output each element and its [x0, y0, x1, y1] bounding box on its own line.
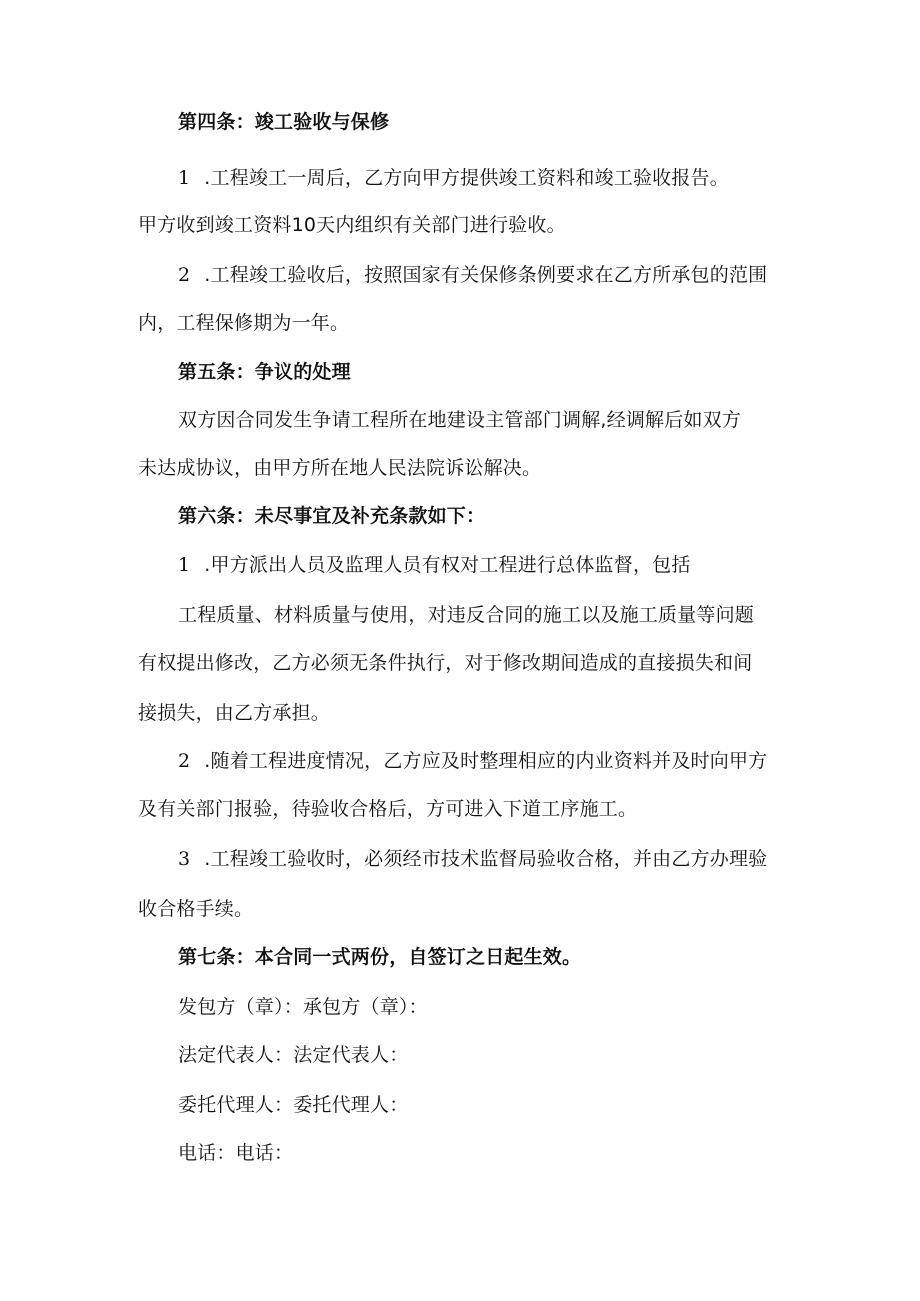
article7-heading: 第七条：本合同一式两份，自签订之日起生效。 [178, 946, 582, 968]
article6-item1-line3: 有权提出修改，乙方必须无条件执行，对于修改期间造成的直接损失和间 [138, 652, 753, 674]
article6-item1-number: 1 [178, 554, 191, 576]
article4-item1-line2: 甲方收到竣工资料10天内组织有关部门进行验收。 [138, 214, 566, 236]
signature-legal-rep: 法定代表人：法定代表人： [178, 1044, 409, 1066]
article6-item3-line2: 收合格手续。 [138, 898, 254, 920]
article4-item1-number: 1 [178, 167, 191, 189]
article4-item1-line1 [178, 166, 729, 190]
article6-item2-number: 2 [178, 750, 191, 772]
article4-item1-text: .工程竣工一周后，乙方向甲方提供竣工资料和竣工验收报告。 [204, 167, 729, 189]
article4-item2-line1 [178, 263, 767, 287]
signature-parties: 发包方（章）：承包方（章）： [178, 996, 428, 1018]
article6-item3-line1 [178, 847, 767, 871]
article6-item3-number: 3 [178, 848, 191, 870]
article6-item3-text: .工程竣工验收时，必须经市技术监督局验收合格，并由乙方办理验 [204, 848, 768, 870]
article4-heading: 第四条：竣工验收与保修 [178, 111, 390, 133]
article4-item2-line2: 内，工程保修期为一年。 [138, 312, 350, 334]
article6-item1-line1 [178, 553, 691, 577]
article6-item2-text: .随着工程进度情况，乙方应及时整理相应的内业资料并及时向甲方 [204, 750, 768, 772]
article6-item2-line2: 及有关部门报验，待验收合格后，方可进入下道工序施工。 [138, 798, 638, 820]
article6-item1-line4: 接损失，由乙方承担。 [138, 702, 331, 724]
article5-heading: 第五条：争议的处理 [178, 361, 351, 383]
article4-item2-number: 2 [178, 264, 191, 286]
signature-phone: 电话：电话： [178, 1142, 294, 1164]
article6-item2-line1 [178, 749, 767, 773]
article5-line1: 双方因合同发生争请工程所在地建设主管部门调解,经调解后如双方 [178, 409, 742, 431]
article4-item2-text: .工程竣工验收后，按照国家有关保修条例要求在乙方所承包的范围 [204, 264, 768, 286]
signature-agent: 委托代理人：委托代理人： [178, 1094, 409, 1116]
article6-item1-text: .甲方派出人员及监理人员有权对工程进行总体监督，包括 [204, 554, 691, 576]
article6-item1-line2: 工程质量、材料质量与使用，对违反合同的施工以及施工质量等问题 [178, 604, 755, 626]
article5-line2: 未达成协议，由甲方所在地人民法院诉讼解决。 [138, 457, 542, 479]
article6-heading: 第六条：未尽事宜及补充条款如下： [178, 505, 486, 527]
